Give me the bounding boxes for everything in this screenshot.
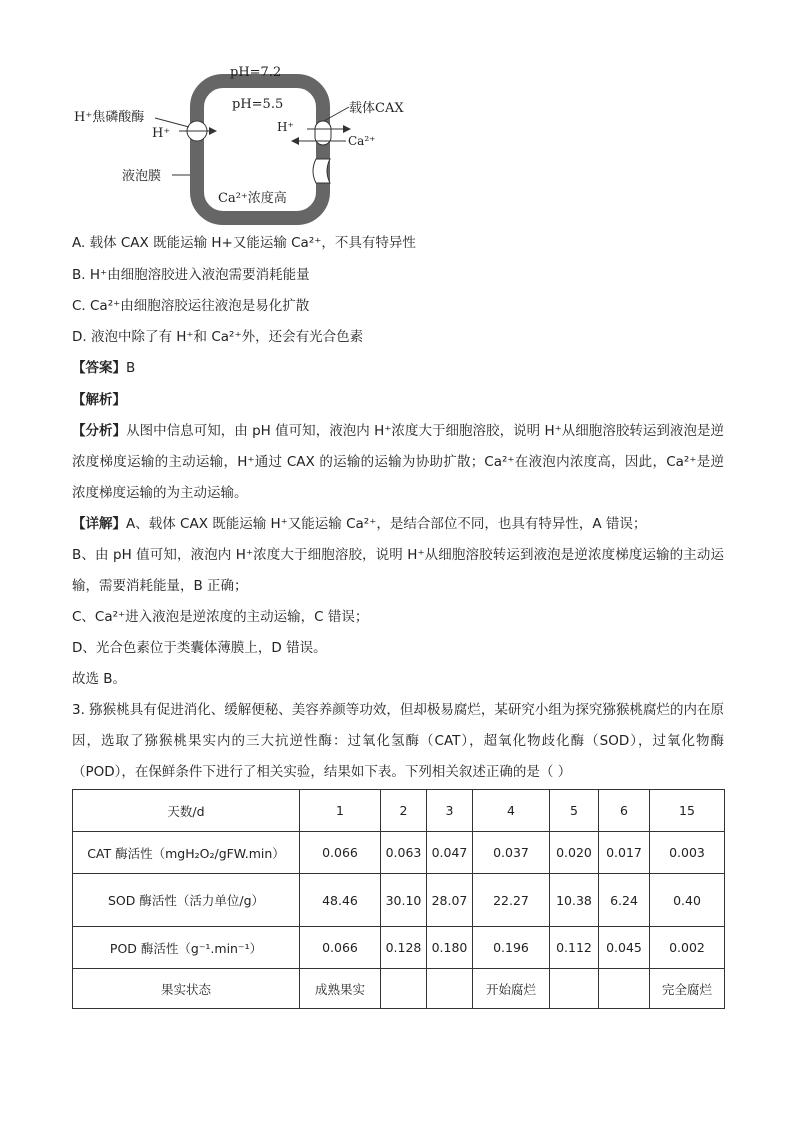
carrier-ca-ion-label: Ca²⁺ [348,134,376,148]
xiangjie-tag: 【详解】 [72,516,126,532]
table-row-label: SOD 酶活性（活力单位/g） [73,874,300,927]
detail-b: B、由 pH 值可知，液泡内 H⁺浓度大于细胞溶胶，说明 H⁺从细胞溶胶转运到液泡是逆浓度梯度运输的主动运输，需要消耗能量，B 正确； [72,547,724,594]
answer-line [72,358,135,378]
table-row-label: CAT 酶活性（mgH₂O₂/gFW.min） [73,832,300,874]
table-header-cell: 3 [427,790,473,832]
table-cell: 0.066 [300,927,381,969]
table-cell: 0.128 [381,927,427,969]
option-d: D. 液泡中除了有 H⁺和 Ca²⁺外，还会有光合色素 [72,329,364,345]
table-row-label: 果实状态 [73,969,300,1009]
fenxi-tag: 【分析】 [72,423,127,439]
table-cell: 28.07 [427,874,473,927]
choose-line: 故选 B。 [72,671,127,687]
table-cell: 22.27 [473,874,550,927]
table-cell: 完全腐烂 [650,969,725,1009]
table-cell: 0.047 [427,832,473,874]
ph-out-label: pH=7.2 [230,65,282,80]
table-cell: 0.037 [473,832,550,874]
option-a: A. 载体 CAX 既能运输 H+又能运输 Ca²⁺，不具有特异性 [72,235,416,251]
table-cell: 0.196 [473,927,550,969]
table-cell: 6.24 [599,874,650,927]
table-header-cell: 6 [599,790,650,832]
table-header-cell: 1 [300,790,381,832]
table-header-cell: 15 [650,790,725,832]
table-cell [599,969,650,1009]
analysis-tag-text: 【解析】 [72,392,126,408]
option-c: C. Ca²⁺由细胞溶胶运往液泡是易化扩散 [72,298,310,314]
analysis-paragraph [72,416,724,509]
pump-ion-label: H⁺ [152,126,171,141]
question-3: 3. 猕猴桃具有促进消化、缓解便秘、美容养颜等功效，但却极易腐烂，某研究小组为探究猕猴桃腐烂的内在原因，选取了猕猴桃果实内的三大抗逆性酶：过氧化氢酶（CAT），超氧化物歧化酶（SOD），过氧化物酶（POD），在保鲜条件下进行了相关实验，结果如下表。下列相关叙述正确的是（ ） [72,702,724,780]
table-row [73,874,725,927]
table-cell: 0.180 [427,927,473,969]
fenxi-text: 从图中信息可知，由 pH 值可知，液泡内 H⁺浓度大于细胞溶胶，说明 H⁺从细胞溶胶转运到液泡是逆浓度梯度运输的主动运输，H⁺通过 CAX 的运输的运输为协助扩散；Ca²⁺在液泡内浓度高，因此，Ca²⁺是逆浓度梯度运输的为主动运输。 [72,423,724,501]
table-cell: 0.112 [550,927,599,969]
table-cell: 成熟果实 [300,969,381,1009]
table-cell: 0.066 [300,832,381,874]
vacuole-diagram [60,55,420,235]
analysis-tag [72,390,126,410]
xiangjie-a: A、载体 CAX 既能运输 H⁺又能运输 Ca²⁺，是结合部位不同，也具有特异性，A 错误； [126,516,647,532]
table-cell: 0.017 [599,832,650,874]
option-b: B. H⁺由细胞溶胶进入液泡需要消耗能量 [72,267,310,283]
detail-paragraph [72,509,724,540]
table-row-label: POD 酶活性（g⁻¹.min⁻¹） [73,927,300,969]
table-cell: 0.003 [650,832,725,874]
table-cell: 0.063 [381,832,427,874]
table-row [73,927,725,969]
table-cell: 0.40 [650,874,725,927]
answer-value: B [126,360,136,376]
membrane-label: 液泡膜 [122,169,162,184]
carrier-label: 载体CAX [349,101,404,116]
table-cell: 30.10 [381,874,427,927]
ph-in-label: pH=5.5 [232,97,284,112]
enzyme-activity-table [72,789,725,1009]
table-header-row [73,790,725,832]
table-cell [550,969,599,1009]
table-cell: 开始腐烂 [473,969,550,1009]
table-row [73,969,725,1009]
inside-label: Ca²⁺浓度高 [218,191,287,206]
table-header-cell: 4 [473,790,550,832]
answer-tag: 【答案】 [72,360,126,376]
vacuole-diagram-svg [60,55,420,235]
table-cell: 0.002 [650,927,725,969]
table-cell: 48.46 [300,874,381,927]
carrier-h-ion-label: H⁺ [277,120,294,134]
table-cell: 0.045 [599,927,650,969]
table-header-cell: 5 [550,790,599,832]
detail-c: C、Ca²⁺进入液泡是逆浓度的主动运输，C 错误； [72,609,369,625]
pump-label: H⁺焦磷酸酶 [74,110,145,125]
table-cell: 10.38 [550,874,599,927]
table-header-cell: 天数/d [73,790,300,832]
table-cell [381,969,427,1009]
table-row [73,832,725,874]
table-cell: 0.020 [550,832,599,874]
table-header-cell: 2 [381,790,427,832]
table-cell [427,969,473,1009]
detail-d: D、光合色素位于类囊体薄膜上，D 错误。 [72,640,327,656]
membrane-channel [313,159,330,183]
